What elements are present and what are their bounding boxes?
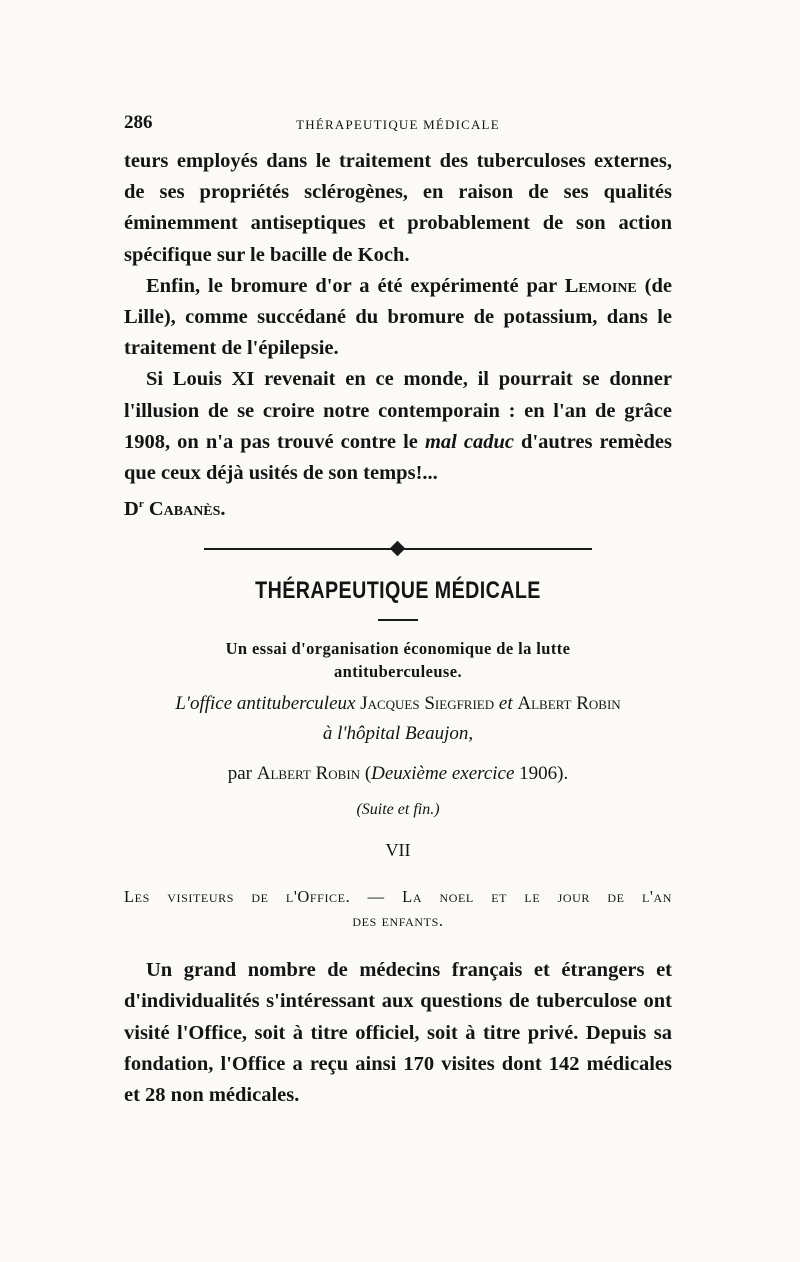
paren: ( (364, 763, 372, 785)
hospital-text: à l'hôpital Beaujon, (322, 723, 474, 745)
chapter-heading-line: des enfants. (352, 911, 444, 931)
subtitle-line: Un essai d'organisation économique de la lutte (225, 639, 571, 659)
running-title: THÉRAPEUTIQUE MÉDICALE (296, 117, 500, 132)
ornamental-divider (124, 535, 672, 563)
chapter-heading (124, 885, 672, 933)
signature-title: D (124, 498, 139, 521)
office-et: et (498, 693, 513, 715)
paragraph (124, 271, 672, 365)
chapter-numeral: VII (385, 840, 411, 861)
paragraph: Un grand nombre de médecins français et étrangers et d'individualités s'intéressant aux questions de tuberculose ont visité l'Office, soit à titre officiel, soit à titre privé. Depuis sa fondation, l'Office a reçu ainsi 170 visites dont 142 médicales et 28 non médicales. (124, 959, 672, 1107)
office-italic: L'office antituberculeux (175, 693, 356, 715)
page-number: 286 (124, 112, 153, 133)
author-line (124, 759, 672, 789)
text-run: d'autres remèdes que ceux déjà usités de son temps!... (124, 430, 672, 485)
running-head (124, 112, 672, 146)
paragraph (124, 364, 672, 489)
book-page (124, 112, 672, 1111)
signature-title-sup: r (138, 498, 144, 511)
section-heading: THÉRAPEUTIQUE MÉDICALE (255, 577, 541, 605)
office-line (124, 689, 672, 719)
italic-term: mal caduc (424, 430, 514, 453)
subtitle-line: antituberculeuse. (334, 662, 462, 682)
chapter-heading-line: Les visiteurs de l'Office. — La noel et le jour de l'an (124, 887, 672, 907)
author-name: Albert Robin (256, 763, 361, 785)
continuation-note (124, 797, 672, 823)
continuation-text: (Suite et fin.) (356, 801, 440, 819)
paragraph: teurs employés dans le traitement des tuberculoses externes, de ses propriétés sclérogènes, en raison de ses qualités éminemment antiseptiques et probablement de son action spécifique sur le bacille de Koch. (124, 150, 672, 266)
text-run: Si Louis XI revenait en ce monde, il pourrait se donner l'illusion de se croire notre contemporain : en l'an de grâce 1908, on n'a pas trouvé contre le (124, 368, 672, 453)
exercise-year: 1906). (519, 763, 569, 785)
article-body (124, 955, 672, 1111)
text-run: (de Lille), comme succédané du bromure de potassium, dans le traitement de l'épilepsie. (124, 274, 673, 360)
short-divider (378, 619, 418, 621)
signature (124, 489, 672, 525)
diamond-ornament-icon (390, 541, 406, 557)
exercise-label: Deuxième exercice (371, 763, 515, 785)
hospital-line (124, 719, 672, 749)
previous-article-text (124, 146, 672, 525)
office-name: Jacques Siegfried (360, 693, 495, 715)
author-par: par (227, 763, 252, 785)
office-name: Albert Robin (517, 693, 621, 715)
article-subtitle (124, 637, 672, 683)
signature-name: Cabanès. (148, 498, 226, 521)
author-name: Lemoine (564, 274, 637, 297)
text-run: Enfin, le bromure d'or a été expérimenté par (146, 274, 565, 297)
